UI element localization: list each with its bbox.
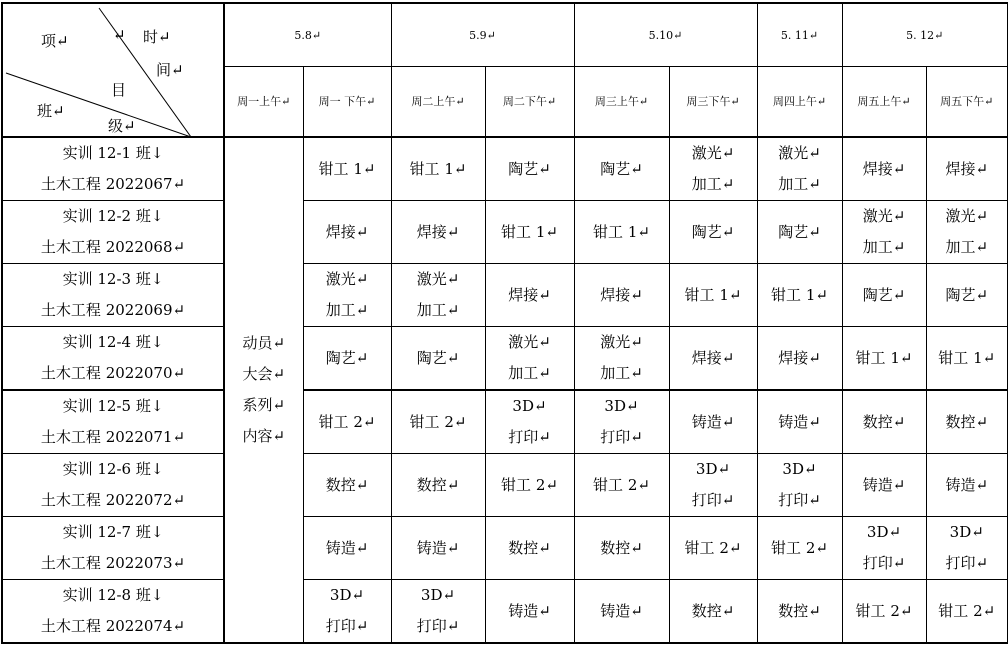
class-name-cell	[2, 201, 224, 264]
course-cell	[574, 390, 669, 454]
course-cell	[485, 201, 574, 264]
course-cell	[574, 327, 669, 391]
course-name: 3D↵	[512, 397, 547, 415]
course-name: 数控↵	[416, 475, 460, 494]
course-name: 焊接↵	[416, 222, 460, 241]
course-cell	[926, 454, 1008, 517]
class-name-cell	[2, 390, 224, 454]
course-name: 钳工 1↵	[855, 348, 913, 367]
course-cell	[303, 264, 391, 327]
course-cell	[757, 137, 842, 201]
course-name: 数控↵	[691, 601, 735, 620]
class-major: 土木工程 2022069↵	[40, 301, 186, 319]
course-name: 数控↵	[508, 538, 551, 557]
course-cell	[757, 454, 842, 517]
class-major: 土木工程 2022073↵	[40, 554, 186, 572]
course-cell	[669, 327, 757, 391]
course-name: 焊接↵	[508, 285, 551, 304]
course-name: 打印↵	[600, 428, 643, 446]
course-cell	[303, 580, 391, 644]
corner-class-label: 班↵	[37, 102, 65, 120]
course-name: 数控↵	[945, 412, 989, 431]
course-name: 打印↵	[691, 491, 735, 509]
class-name: 实训 12-6 班↓	[62, 460, 164, 478]
course-cell	[574, 137, 669, 201]
course-cell	[669, 264, 757, 327]
course-name: 激光↵	[691, 144, 735, 162]
course-name: 加工↵	[691, 175, 735, 193]
course-cell	[842, 264, 926, 327]
course-cell	[303, 137, 391, 201]
course-name: 铸造↵	[325, 538, 369, 557]
date-header-1: 5.9↵	[391, 3, 574, 67]
course-name: 钳工 1↵	[501, 222, 558, 241]
course-name: 钳工 2↵	[593, 475, 650, 494]
course-cell	[669, 137, 757, 201]
course-name: 打印↵	[945, 554, 989, 572]
halfday-header-3: 周二下午↵	[485, 67, 574, 138]
course-cell	[757, 517, 842, 580]
class-name-cell	[2, 517, 224, 580]
course-name: 打印↵	[325, 617, 369, 635]
class-name: 实训 12-5 班↓	[62, 397, 164, 415]
class-name-cell	[2, 580, 224, 644]
merged-cell-line: 大会↵	[242, 365, 286, 383]
course-cell	[926, 580, 1008, 644]
course-name: 数控↵	[600, 538, 643, 557]
course-name: 钳工 1↵	[593, 222, 650, 241]
course-cell	[669, 390, 757, 454]
corner-time-label-2: 间↵	[156, 61, 184, 79]
course-cell	[391, 201, 485, 264]
merged-mobilization-cell	[224, 137, 303, 643]
course-name: 陶艺↵	[325, 348, 369, 367]
course-cell	[842, 327, 926, 391]
course-name: 铸造↵	[945, 475, 989, 494]
course-name: 陶艺↵	[600, 159, 643, 178]
corner-mark: ↵	[113, 26, 126, 44]
course-cell	[926, 264, 1008, 327]
course-cell	[485, 137, 574, 201]
class-name-cell	[2, 137, 224, 201]
course-cell	[574, 264, 669, 327]
halfday-header-8: 周五下午↵	[926, 67, 1008, 138]
class-major: 土木工程 2022070↵	[40, 364, 186, 382]
course-cell	[303, 390, 391, 454]
course-name: 激光↵	[945, 207, 989, 225]
course-name: 激光↵	[416, 270, 460, 288]
course-cell	[757, 327, 842, 391]
course-name: 3D↵	[695, 460, 731, 478]
class-row	[2, 454, 1008, 517]
corner-grade-label: 级↵	[108, 117, 136, 135]
date-header-2: 5.10↵	[574, 3, 757, 67]
date-header-3: 5. 11↵	[757, 3, 842, 67]
course-cell	[757, 390, 842, 454]
class-row	[2, 580, 1008, 644]
diagonal-line-2	[6, 73, 191, 137]
class-major: 土木工程 2022071↵	[40, 428, 186, 446]
course-name: 加工↵	[862, 238, 906, 256]
corner-target-label: 目	[111, 81, 127, 99]
course-name: 陶艺↵	[945, 285, 989, 304]
course-name: 铸造↵	[416, 538, 460, 557]
course-name: 钳工 1↵	[318, 159, 376, 178]
class-major: 土木工程 2022074↵	[40, 617, 186, 635]
class-row	[2, 517, 1008, 580]
course-name: 加工↵	[778, 175, 821, 193]
course-name: 加工↵	[600, 364, 643, 382]
course-cell	[303, 454, 391, 517]
course-name: 3D↵	[420, 586, 456, 604]
class-name: 实训 12-2 班↓	[62, 207, 164, 225]
class-name: 实训 12-4 班↓	[62, 333, 164, 351]
course-name: 激光↵	[600, 333, 643, 351]
halfday-header-7: 周五上午↵	[842, 67, 926, 138]
class-name: 实训 12-8 班↓	[62, 586, 164, 604]
course-name: 钳工 2↵	[771, 538, 828, 557]
course-cell	[574, 517, 669, 580]
course-cell	[926, 137, 1008, 201]
course-cell	[842, 201, 926, 264]
course-name: 陶艺↵	[862, 285, 906, 304]
course-name: 陶艺↵	[508, 159, 551, 178]
course-cell	[574, 454, 669, 517]
course-cell	[669, 580, 757, 644]
corner-item-label: 项↵	[41, 32, 69, 50]
course-name: 钳工 1↵	[771, 285, 828, 304]
course-name: 钳工 2↵	[409, 412, 467, 431]
course-name: 钳工 2↵	[501, 475, 558, 494]
course-cell	[303, 201, 391, 264]
course-cell	[926, 327, 1008, 391]
course-name: 铸造↵	[508, 601, 551, 620]
class-name-cell	[2, 454, 224, 517]
course-name: 打印↵	[508, 428, 551, 446]
course-cell	[303, 517, 391, 580]
course-name: 焊接↵	[600, 285, 643, 304]
course-name: 钳工 2↵	[684, 538, 742, 557]
class-row	[2, 201, 1008, 264]
course-cell	[842, 580, 926, 644]
course-cell	[757, 201, 842, 264]
course-name: 3D↵	[866, 523, 902, 541]
class-major: 土木工程 2022067↵	[40, 175, 186, 193]
class-name-cell	[2, 264, 224, 327]
course-cell	[574, 201, 669, 264]
course-cell	[485, 264, 574, 327]
class-name: 实训 12-1 班↓	[62, 144, 164, 162]
course-cell	[485, 517, 574, 580]
class-name: 实训 12-3 班↓	[62, 270, 164, 288]
halfday-header-4: 周三上午↵	[574, 67, 669, 138]
course-cell	[757, 264, 842, 327]
course-cell	[842, 454, 926, 517]
course-name: 陶艺↵	[778, 222, 821, 241]
course-name: 钳工 1↵	[409, 159, 467, 178]
course-name: 激光↵	[508, 333, 551, 351]
course-name: 铸造↵	[778, 412, 821, 431]
class-row	[2, 327, 1008, 391]
course-name: 铸造↵	[862, 475, 906, 494]
course-name: 焊接↵	[862, 159, 906, 178]
course-cell	[391, 454, 485, 517]
halfday-header-1: 周一 下午↵	[303, 67, 391, 138]
course-cell	[391, 264, 485, 327]
course-cell	[391, 580, 485, 644]
halfday-header-5: 周三下午↵	[669, 67, 757, 138]
class-major: 土木工程 2022068↵	[40, 238, 186, 256]
date-header-4: 5. 12↵	[842, 3, 1008, 67]
corner-header	[2, 3, 224, 137]
course-name: 钳工 2↵	[318, 412, 376, 431]
course-name: 打印↵	[862, 554, 906, 572]
course-name: 钳工 1↵	[938, 348, 996, 367]
date-header-0: 5.8↵	[224, 3, 391, 67]
course-cell	[574, 580, 669, 644]
course-name: 数控↵	[325, 475, 369, 494]
course-cell	[669, 454, 757, 517]
course-name: 打印↵	[778, 491, 821, 509]
course-name: 钳工 1↵	[684, 285, 742, 304]
course-cell	[303, 327, 391, 391]
course-name: 3D↵	[782, 460, 817, 478]
course-cell	[391, 327, 485, 391]
halfday-header-6: 周四上午↵	[757, 67, 842, 138]
course-name: 激光↵	[778, 144, 821, 162]
course-cell	[485, 390, 574, 454]
course-name: 3D↵	[604, 397, 639, 415]
merged-cell-line: 动员↵	[242, 334, 286, 352]
class-row	[2, 137, 1008, 201]
halfday-header-0: 周一上午↵	[224, 67, 303, 138]
date-header-row	[2, 3, 1008, 67]
course-name: 数控↵	[778, 601, 821, 620]
course-name: 焊接↵	[945, 159, 989, 178]
course-cell	[485, 327, 574, 391]
course-name: 3D↵	[949, 523, 984, 541]
course-name: 加工↵	[508, 364, 551, 382]
class-name: 实训 12-7 班↓	[62, 523, 164, 541]
merged-cell-line: 内容↵	[242, 427, 286, 445]
corner-time-label: 时↵	[143, 28, 171, 46]
course-cell	[391, 517, 485, 580]
class-row	[2, 390, 1008, 454]
course-cell	[926, 201, 1008, 264]
course-cell	[669, 201, 757, 264]
merged-cell-line: 系列↵	[242, 396, 286, 414]
halfday-header-2: 周二上午↵	[391, 67, 485, 138]
course-name: 陶艺↵	[691, 222, 735, 241]
course-cell	[842, 137, 926, 201]
course-name: 钳工 2↵	[855, 601, 913, 620]
course-cell	[485, 454, 574, 517]
course-cell	[926, 517, 1008, 580]
course-name: 激光↵	[862, 207, 906, 225]
course-name: 3D↵	[329, 586, 365, 604]
course-name: 焊接↵	[691, 348, 735, 367]
course-name: 加工↵	[945, 238, 989, 256]
course-cell	[842, 390, 926, 454]
course-name: 焊接↵	[778, 348, 821, 367]
course-cell	[485, 580, 574, 644]
course-name: 加工↵	[416, 301, 460, 319]
class-name-cell	[2, 327, 224, 391]
course-name: 数控↵	[862, 412, 906, 431]
class-row	[2, 264, 1008, 327]
schedule-table	[1, 2, 1008, 644]
course-name: 铸造↵	[600, 601, 643, 620]
course-name: 陶艺↵	[416, 348, 460, 367]
course-name: 铸造↵	[691, 412, 735, 431]
course-name: 焊接↵	[325, 222, 369, 241]
course-cell	[842, 517, 926, 580]
class-major: 土木工程 2022072↵	[40, 491, 186, 509]
course-cell	[669, 517, 757, 580]
course-name: 激光↵	[325, 270, 369, 288]
course-cell	[391, 137, 485, 201]
course-cell	[926, 390, 1008, 454]
course-name: 加工↵	[325, 301, 369, 319]
course-cell	[757, 580, 842, 644]
course-cell	[391, 390, 485, 454]
course-name: 钳工 2↵	[938, 601, 996, 620]
course-name: 打印↵	[416, 617, 460, 635]
